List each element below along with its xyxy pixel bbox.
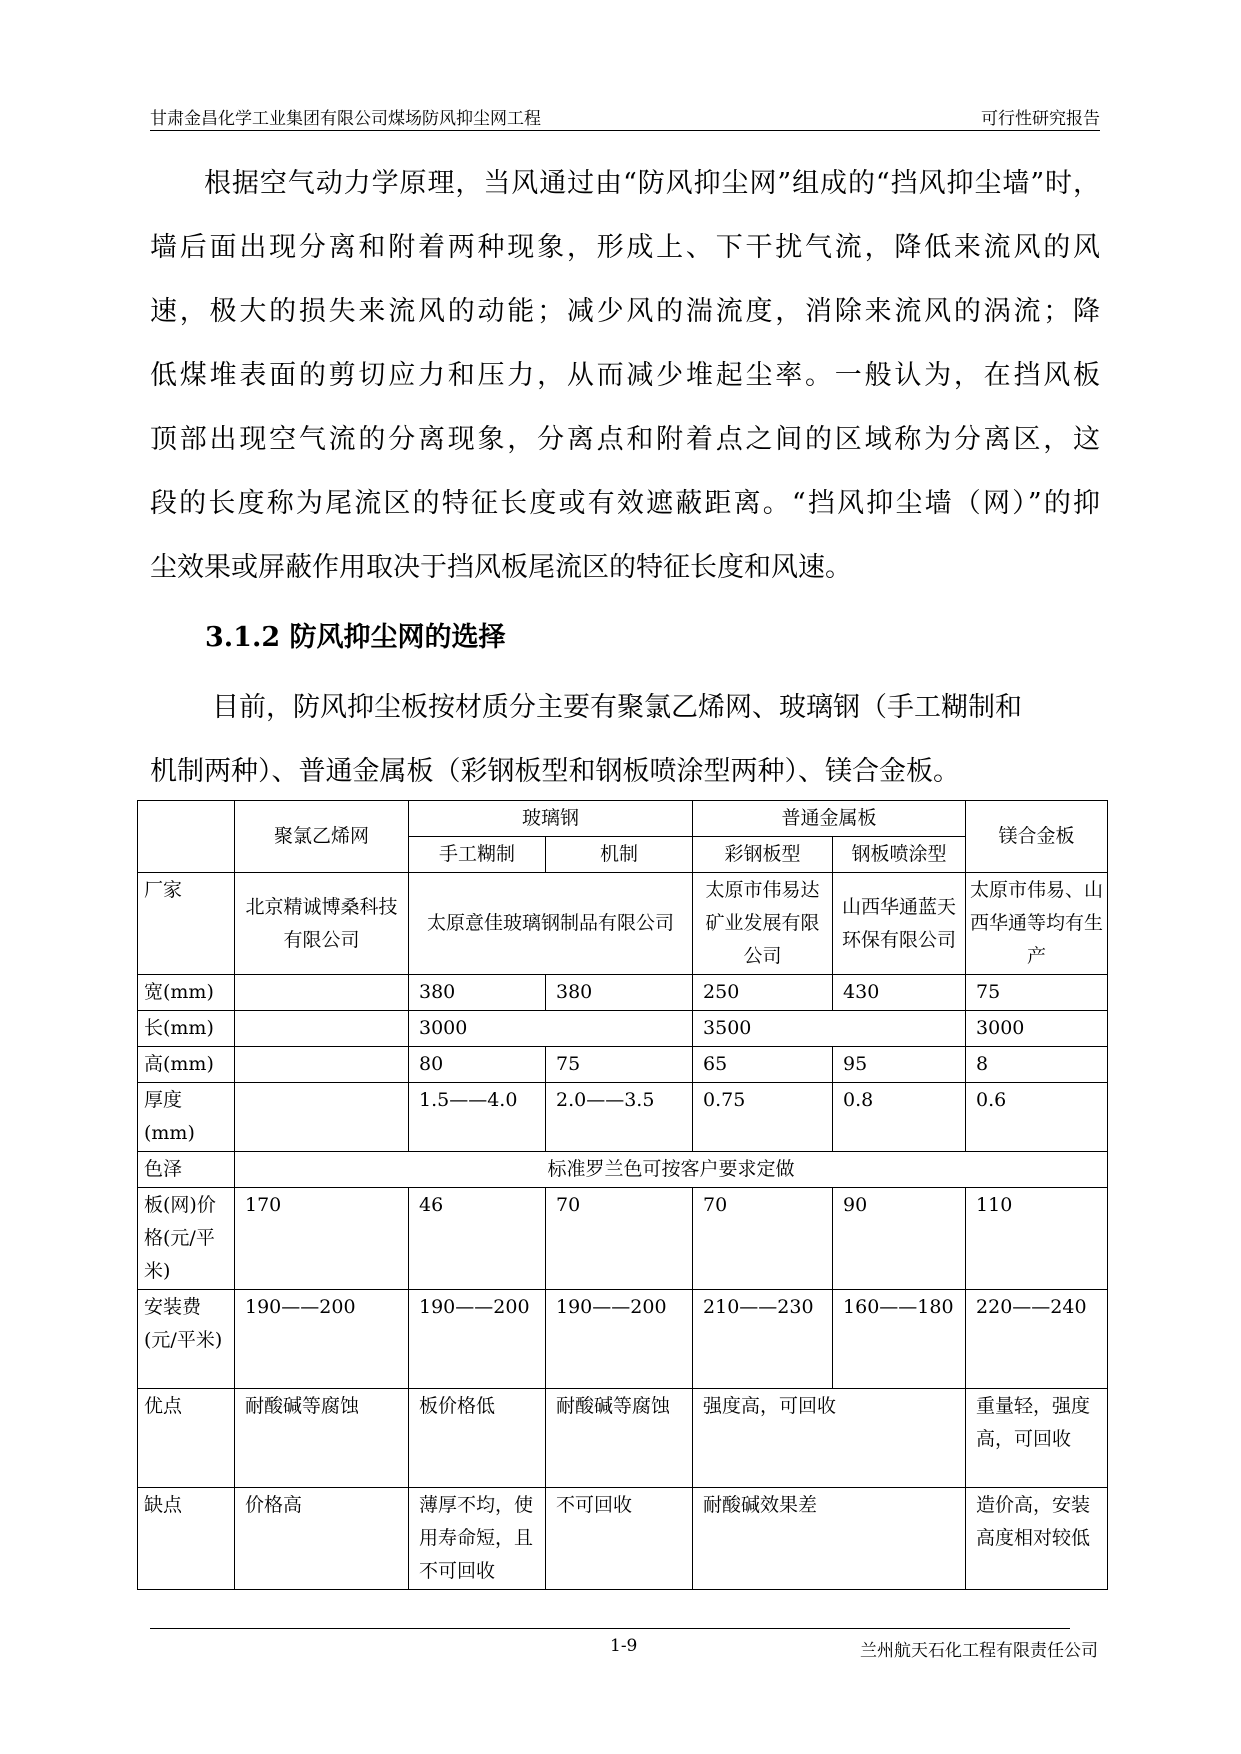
table-header-cell: 普通金属板 bbox=[693, 801, 966, 837]
table-cell: 110 bbox=[966, 1188, 1108, 1290]
page-number: 1-9 bbox=[610, 1636, 638, 1656]
table-cell: 46 bbox=[409, 1188, 546, 1290]
table-cell: 3000 bbox=[966, 1011, 1108, 1047]
table-row bbox=[138, 1011, 1108, 1047]
table-cell: 山西华通蓝天环保有限公司 bbox=[833, 873, 966, 975]
table-row bbox=[138, 1188, 1108, 1290]
paragraph-aerodynamics bbox=[150, 152, 1100, 600]
row-label: 厚度(mm) bbox=[138, 1083, 235, 1152]
table-cell: 8 bbox=[966, 1047, 1108, 1083]
table-cell: 250 bbox=[693, 975, 833, 1011]
table-cell: 190——200 bbox=[409, 1290, 546, 1389]
table-cell bbox=[235, 975, 409, 1011]
table-cell: 380 bbox=[546, 975, 693, 1011]
table-cell: 0.8 bbox=[833, 1083, 966, 1152]
table-cell: 160——180 bbox=[833, 1290, 966, 1389]
section-title: 3.1.2 防风抑尘网的选择 bbox=[205, 622, 506, 653]
table-cell: 0.75 bbox=[693, 1083, 833, 1152]
paragraph-line: 顶部出现空气流的分离现象，分离点和附着点之间的区域称为分离区，这 bbox=[150, 424, 1100, 455]
table-cell bbox=[235, 1083, 409, 1152]
table-cell: 190——200 bbox=[546, 1290, 693, 1389]
table-cell: 造价高，安装高度相对较低 bbox=[966, 1488, 1108, 1590]
table-cell: 3000 bbox=[409, 1011, 693, 1047]
paragraph-line: 根据空气动力学原理，当风通过由“防风抑尘网”组成的“挡风抑尘墙”时， bbox=[204, 168, 1100, 199]
table-cell: 0.6 bbox=[966, 1083, 1108, 1152]
table-cell: 太原意佳玻璃钢制品有限公司 bbox=[409, 873, 693, 975]
footer-company: 兰州航天石化工程有限责任公司 bbox=[860, 1641, 1098, 1661]
table-cell: 不可回收 bbox=[546, 1488, 693, 1590]
table-cell: 北京精诚博桑科技有限公司 bbox=[235, 873, 409, 975]
paragraph-line: 尘效果或屏蔽作用取决于挡风板尾流区的特征长度和风速。 bbox=[150, 552, 852, 583]
table-cell: 1.5——4.0 bbox=[409, 1083, 546, 1152]
table-cell: 板价格低 bbox=[409, 1389, 546, 1488]
row-label: 安装费(元/平米) bbox=[138, 1290, 235, 1389]
row-label: 高(mm) bbox=[138, 1047, 235, 1083]
paragraph-line: 目前，防风抑尘板按材质分主要有聚氯乙烯网、玻璃钢（手工糊制和 bbox=[212, 692, 1022, 723]
paragraph-line: 墙后面出现分离和附着两种现象，形成上、下干扰气流，降低来流风的风 bbox=[150, 232, 1100, 263]
table-cell: 75 bbox=[966, 975, 1108, 1011]
table-header-cell: 手工糊制 bbox=[409, 837, 546, 873]
row-label: 色泽 bbox=[138, 1152, 235, 1188]
table-row bbox=[138, 1290, 1108, 1389]
paragraph-materials bbox=[150, 676, 1100, 804]
table-cell bbox=[235, 1047, 409, 1083]
paragraph-line: 低煤堆表面的剪切应力和压力，从而减少堆起尘率。一般认为，在挡风板 bbox=[150, 360, 1100, 391]
table-row bbox=[138, 1488, 1108, 1590]
table-cell: 标准罗兰色可按客户要求定做 bbox=[235, 1152, 1108, 1188]
table-cell: 70 bbox=[546, 1188, 693, 1290]
table-cell: 190——200 bbox=[235, 1290, 409, 1389]
table-cell: 380 bbox=[409, 975, 546, 1011]
table-row bbox=[138, 873, 1108, 975]
table-cell: 430 bbox=[833, 975, 966, 1011]
table-row bbox=[138, 1389, 1108, 1488]
footer-divider bbox=[150, 1628, 1070, 1629]
table-header-cell: 钢板喷涂型 bbox=[833, 837, 966, 873]
table-row bbox=[138, 1047, 1108, 1083]
table-row bbox=[138, 1083, 1108, 1152]
header-project-title: 甘肃金昌化学工业集团有限公司煤场防风抑尘网工程 bbox=[150, 109, 541, 129]
table-row bbox=[138, 1152, 1108, 1188]
row-label: 宽(mm) bbox=[138, 975, 235, 1011]
row-label: 缺点 bbox=[138, 1488, 235, 1590]
table-cell: 170 bbox=[235, 1188, 409, 1290]
table-corner-cell bbox=[138, 801, 235, 873]
table-cell: 70 bbox=[693, 1188, 833, 1290]
table-cell: 价格高 bbox=[235, 1488, 409, 1590]
table-cell: 75 bbox=[546, 1047, 693, 1083]
paragraph-line: 段的长度称为尾流区的特征长度或有效遮蔽距离。“挡风抑尘墙（网）”的抑 bbox=[150, 488, 1100, 519]
table-cell: 强度高，可回收 bbox=[693, 1389, 966, 1488]
table-cell: 80 bbox=[409, 1047, 546, 1083]
table-cell: 耐酸碱等腐蚀 bbox=[235, 1389, 409, 1488]
row-label: 板(网)价格(元/平米) bbox=[138, 1188, 235, 1290]
table-header-cell: 镁合金板 bbox=[966, 801, 1108, 873]
table-cell: 重量轻，强度高，可回收 bbox=[966, 1389, 1108, 1488]
row-label: 长(mm) bbox=[138, 1011, 235, 1047]
table-cell: 90 bbox=[833, 1188, 966, 1290]
table-header-cell: 彩钢板型 bbox=[693, 837, 833, 873]
table-cell: 65 bbox=[693, 1047, 833, 1083]
header-report-type: 可行性研究报告 bbox=[981, 109, 1100, 129]
table-cell: 太原市伟易达矿业发展有限公司 bbox=[693, 873, 833, 975]
material-comparison-table bbox=[137, 800, 1108, 1590]
table-header-cell: 聚氯乙烯网 bbox=[235, 801, 409, 873]
table-cell: 薄厚不均，使用寿命短，且不可回收 bbox=[409, 1488, 546, 1590]
table-header-cell: 玻璃钢 bbox=[409, 801, 693, 837]
page-header bbox=[150, 100, 1100, 131]
table-cell bbox=[235, 1011, 409, 1047]
table-cell: 耐酸碱效果差 bbox=[693, 1488, 966, 1590]
table-cell: 耐酸碱等腐蚀 bbox=[546, 1389, 693, 1488]
table-cell: 太原市伟易、山西华通等均有生产 bbox=[966, 873, 1108, 975]
table-cell: 3500 bbox=[693, 1011, 966, 1047]
table-cell: 220——240 bbox=[966, 1290, 1108, 1389]
row-label: 优点 bbox=[138, 1389, 235, 1488]
table-header-row bbox=[138, 801, 1108, 837]
table-header-cell: 机制 bbox=[546, 837, 693, 873]
table-row bbox=[138, 975, 1108, 1011]
table-cell: 95 bbox=[833, 1047, 966, 1083]
paragraph-line: 速，极大的损失来流风的动能；减少风的湍流度，消除来流风的涡流；降 bbox=[150, 296, 1100, 327]
paragraph-line: 机制两种）、普通金属板（彩钢板型和钢板喷涂型两种）、镁合金板。 bbox=[150, 756, 960, 787]
table-cell: 210——230 bbox=[693, 1290, 833, 1389]
row-label: 厂家 bbox=[138, 873, 235, 975]
table-cell: 2.0——3.5 bbox=[546, 1083, 693, 1152]
